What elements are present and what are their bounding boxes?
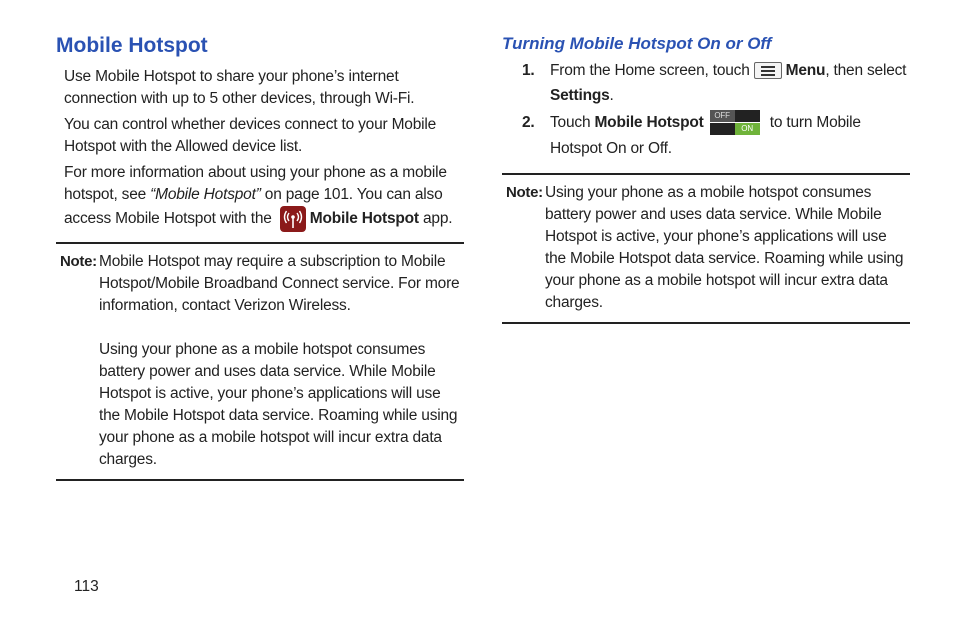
- step-text: [550, 58, 910, 108]
- page-number: 113: [74, 578, 99, 595]
- step2-text-a: Touch: [550, 114, 595, 132]
- page-title: Mobile Hotspot: [56, 34, 208, 57]
- step2-text-c: to turn Mobile Hotspot On or Off.: [550, 114, 861, 157]
- note-subscription: Mobile Hotspot may require a subscription to Mobile Hotspot/Mobile Broadband Connect service. For more information, contact Verizon Wireless.: [99, 253, 460, 314]
- toggle-off-label: OFF: [710, 110, 735, 122]
- more-info-text-a: For more information about using your phone as a mobile hotspot, see: [64, 164, 447, 203]
- on-off-toggle-icon: [710, 110, 760, 136]
- step-number: 1.: [522, 62, 535, 79]
- right-column: [502, 33, 910, 324]
- note-block: [502, 175, 910, 322]
- step-2: [502, 110, 910, 161]
- step-1: [502, 58, 910, 108]
- menu-label: Menu: [785, 62, 826, 79]
- section-subtitle: Turning Mobile Hotspot On or Off: [502, 34, 772, 53]
- more-info-text-b: on page 101. You can also access Mobile Hotspot with the: [64, 186, 443, 228]
- menu-icon: [754, 62, 782, 79]
- note-bottom-divider: [502, 322, 910, 324]
- note-block: [56, 244, 464, 479]
- toggle-on-label: ON: [735, 123, 760, 135]
- note-body: [545, 182, 910, 322]
- note-data-charges: Using your phone as a mobile hotspot consumes battery power and uses data service. While Mobile Hotspot is active, your phone’s applications will use the Mobile Hotspot data service. Roaming while using your phone as a mobile hotspot will incur extra data charges.: [545, 184, 904, 311]
- note-label: Note:: [60, 253, 97, 270]
- more-info-text-c: app.: [418, 210, 453, 228]
- app-name: Mobile Hotspot: [309, 210, 419, 228]
- step-number: 2.: [522, 114, 535, 131]
- note-label: Note:: [506, 184, 543, 201]
- step1-text-a: From the Home screen, touch: [550, 62, 750, 79]
- allowed-device-paragraph: You can control whether devices connect to your Mobile Hotspot with the Allowed device list.: [64, 116, 437, 155]
- step1-text-b: , then select: [825, 62, 907, 79]
- cross-reference-link[interactable]: “Mobile Hotspot”: [150, 186, 261, 203]
- note-data-charges: Using your phone as a mobile hotspot consumes battery power and uses data service. While Mobile Hotspot is active, your phone’s applications will use the Mobile Hotspot data service. Roaming while using your phone as a mobile hotspot will incur extra data charges.: [99, 341, 458, 468]
- intro-paragraph: Use Mobile Hotspot to share your phone’s internet connection with up to 5 other devices, through Wi-Fi.: [64, 68, 415, 107]
- settings-label: Settings: [550, 87, 610, 104]
- note-bottom-divider: [56, 479, 464, 481]
- mobile-hotspot-app-icon: [280, 206, 306, 232]
- step1-text-c: .: [609, 87, 614, 104]
- mobile-hotspot-label: Mobile Hotspot: [594, 114, 704, 132]
- left-column: [56, 33, 464, 481]
- more-info-paragraph: [64, 162, 464, 232]
- step-text: [550, 110, 910, 161]
- note-body: [99, 251, 464, 479]
